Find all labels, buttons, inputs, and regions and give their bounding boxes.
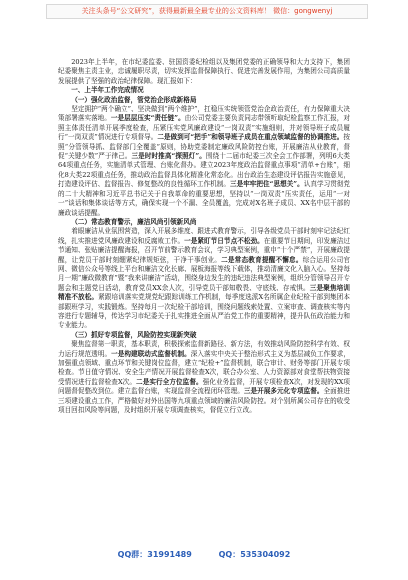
s1-1-point-2: 二是做到可“把手”和领导班子成员在重点领域监督的协调推进。 [157, 133, 344, 142]
s1-2-point-1: 一是紧盯节日节点不松劲。 [184, 236, 264, 245]
section-1-title: 一、上半年工作完成情况 [71, 86, 144, 95]
s1-1-text-5: 认真学习贯彻党的二十大精神和习近平总书记关于自我革命的重要思想，坚持以“一岗双责”压实责任，运用“一对一”谈话和集体谈话等方式，确保实现一个不漏、全员覆盖，完成对X名班子成员、XX名中层干部的廉政谈话提醒。 [58, 180, 351, 217]
section-1-2-paragraph [58, 227, 350, 330]
s1-2-point-3: 三是聚焦培训精准不放松。 [58, 283, 351, 302]
s1-1-point-1: 一是层层压实“责任链”。 [110, 114, 185, 123]
s1-3-point-2: 二是实行全方位监督。 [136, 377, 203, 386]
s1-1-text-4: 围绕十二届市纪委三次全会工作部署，列明6大类64项重点任务，实施清单式管理、台账化督办。建立2023年度政治监督重点事项“清单+台账”，细化8大类22项重点任务，推动政治监督具体化精准化常态化。出台政治生态建设评估报告实施意见，打造建设评估、监督报告、修复整改的良性循环工作机制。 [58, 152, 350, 189]
s1-1-text: 坚定拥护“两个确立”、坚决做到“两个维护”，扛稳压实统领管党治企政治责任，有力保障重大决策部署落实落地。 [58, 105, 350, 123]
s1-3-text-4: 全面推进三项建设重点工作，严格做好对外出国等九项重点领域的廉洁风险防控。对个别所属公司存在的收受项目回扣风险等问题，及时组织开展专项调查核实，督促立行立改。 [58, 387, 351, 415]
top-banner: 关注头条号“公文研究”，获得最新最全最专业的公文资料库！ 微信：gongwenyj [46, 4, 368, 19]
footer-qq: QQ：535304092 [218, 550, 291, 559]
intro-paragraph: 2023年上半年，在市纪委监委、驻国资委纪检组以及集团党委的正确领导和大力支持下，集团纪委聚焦主责主业，忠诚履职尽责，切实发挥监督保障执行、促进完善发展作用，为集团公司高质量发展提供了坚强的政治纪律保障。现汇报如下： [58, 58, 350, 85]
footer-qq-group: QQ群：31991489 [117, 550, 192, 559]
s1-2-text-3: 综合运用公司官网、微信公众号等线上平台和廉洁文化长廊、展板海报等线下载体，推动清廉文化入脑入心。坚持每月一期“廉政微教育”暨“我来讲廉洁”活动，围绕身边发生的违纪违法典型案例，组织分管领导召开专题会和主题党日活动，教育党员XX余人次，引导党员干部知敬畏、守底线、存戒惧。 [58, 255, 351, 292]
s1-1-point-4: 三是牢牢把住“思想关”。 [229, 180, 304, 189]
document-body [58, 58, 350, 415]
s1-3-text: 聚焦监督第一职责，基本职责，积极探索监督新路径、新方法，有效推动风险防控科学有效、权力运行规范透明。 [58, 340, 350, 358]
s1-2-text-4: 紧跟培训落实党规党纪跟踪训练工作机制，每季度选派X名所属企业纪检干部到集团本部跟班学习，实践锻炼。坚持每月一次纪检干部培训，围绕问题线索处置、立案审查、调查核实等内容进行专题辅导，传达学习市纪委关于扎实推进全面从严治党工作的重要精神，提升队伍政治能力和专业能力。 [58, 293, 350, 330]
s1-3-text-3: 强化业务监督，开展专项检查X次，对发现的XX项问题督促整改到位。建立监督台账，实现监督全流程闭环管理。 [58, 377, 350, 396]
s1-1-text-3: 按照“分管领导抓、监督部门全覆盖”原则，协助党委制定廉政风险防控台账，开展廉洁从业教育，督促“关键少数”严于律己。 [58, 133, 350, 161]
s1-2-text-2: 在重要节日期间，印发廉洁过节通知、张贴廉洁提醒海报，召开节前警示教育会议，学习典型案例，重申“十个严禁”，开展廉政提醒，让党员干部时刻绷紧纪律规矩弦，干净干事创业。 [58, 236, 351, 264]
s1-2-text: 着眼廉洁从业氛围营造，深入开展多维度、跟进式教育警示，引导各级党员干部时刻牢记法纪红线，扎实推进党风廉政建设和反腐败工作。 [58, 227, 350, 245]
s1-1-text-2: 由公司党委主要负责同志带领听取纪检监察工作汇报，对照主体责任清单开展季度检查，压紧压实党风廉政建设“一岗双责”实施细则，并对领导班子成员履行“一岗双责”情况进行专项督导。 [58, 114, 351, 142]
section-1-1-title: （一）强化政治监督，管党治企形成新格局 [71, 95, 197, 104]
footer-contact [0, 549, 408, 560]
section-1-1-paragraph [58, 105, 350, 218]
s1-3-point-3: 三是开展多元化专项监督。 [243, 387, 324, 396]
section-1-3-paragraph [58, 340, 350, 415]
section-1-2-title: （二）常态教育警示，廉洁风尚引领新风尚 [71, 217, 197, 226]
s1-3-text-2: 深入落实中央关于整治形式主义为基层减负工作要求，加强重点领域、重点环节和关键岗位监督，建立“纪检+”监督机制，联合审计、财务等部门开展专项检查。节日值守情况、安全生产情况开展监督检查X次，联合办公室、人力资源部对食堂帮扶物资接受情况进行监督检查X次。 [58, 349, 351, 386]
section-1-3-title: （三）抓好专项监督，风险防控实现新突破 [71, 330, 197, 339]
s1-1-point-3: 三是时时推高“探照灯”。 [131, 152, 206, 161]
s1-3-point-1: 一是构建联动式监督机制。 [111, 349, 191, 358]
s1-2-point-2: 二是常态教育提醒不懈怠。 [221, 255, 303, 264]
